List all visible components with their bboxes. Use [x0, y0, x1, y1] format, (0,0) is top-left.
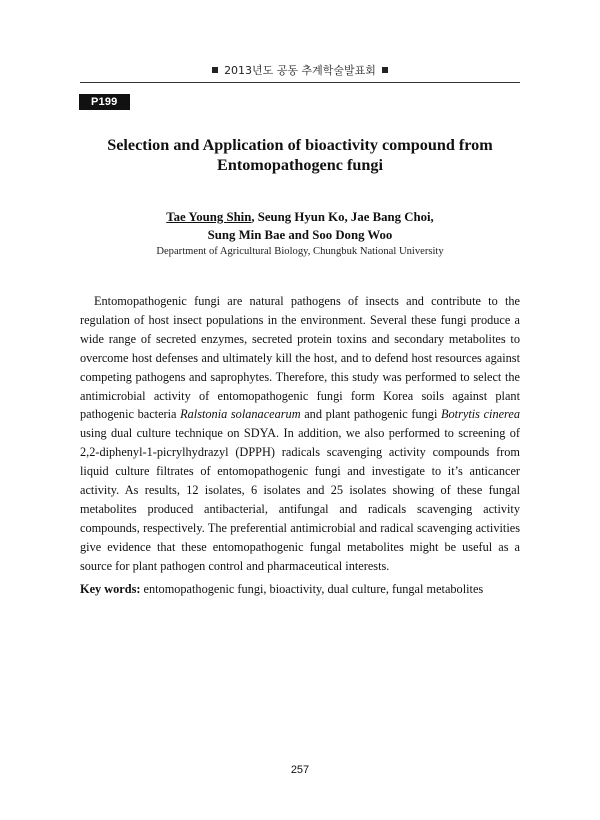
abstract-part-3: using dual culture technique on SDYA. In addition, we also performed to screening of 2,2-diphenyl-1-picrylhydrazyl (DPPH) radicals scavenging activity compounds from liquid culture filtrates of entomopathogenic fungi and investigate to it’s anticancer activity. As results, 12 isolates, 6 isolates and 25 isolates showing of these fungal metabolites produced antibacterial, antifungal and radicals scavenging activity compounds, respectively. The preferential antimicrobial and radical scavenging activities give evidence that these entomopathogenic fungal metabolites might be useful as a source for plant pathogen control and pharmaceutical interests.: [80, 426, 520, 573]
abstract-body: [80, 292, 520, 576]
author-line-1: [80, 208, 520, 226]
conference-header: [80, 62, 520, 78]
square-bullet-icon: [212, 67, 218, 73]
page-number: 257: [290, 764, 310, 776]
abstract-part-2: and plant pathogenic fungi: [300, 407, 441, 422]
abstract-part-1: Entomopathogenic fungi are natural pathogens of insects and contribute to the regulation of host insect populations in the environment. Several these fungi produce a wide range of secreted enzymes, secreted protein toxins and secondary metabolites to overcome host defenses and ultimately kill the host, and to defend host resources against competing pathogens and saprophytes. Therefore, this study was performed to select the antimicrobial activity of entomopathogenic fungi form Korea soils against plant pathogenic bacteria: [80, 294, 520, 422]
conference-name: 2013년도 공동 추계학술발표회: [224, 64, 376, 77]
square-bullet-icon: [382, 67, 388, 73]
species-name-bacteria: Ralstonia solanacearum: [180, 407, 301, 422]
title-line-2: Entomopathogenc fungi: [217, 156, 383, 174]
title-line-1: Selection and Application of bioactivity compound from: [107, 136, 493, 154]
header-divider: [80, 82, 520, 83]
paper-title: [80, 135, 520, 175]
species-name-fungi: Botrytis cinerea: [441, 407, 520, 422]
keywords-value: entomopathogenic fungi, bioactivity, dual culture, fungal metabolites: [140, 582, 484, 596]
author-line-2: Sung Min Bae and Soo Dong Woo: [207, 228, 393, 242]
presenting-author: Tae Young Shin: [166, 210, 252, 224]
keywords-label: Key words:: [80, 582, 141, 596]
poster-id-badge: P199: [79, 94, 130, 110]
keywords: [80, 580, 520, 598]
affiliation: Department of Agricultural Biology, Chungbuk National University: [156, 246, 444, 257]
co-authors-1: , Seung Hyun Ko, Jae Bang Choi,: [251, 210, 434, 224]
author-list: [80, 208, 520, 244]
